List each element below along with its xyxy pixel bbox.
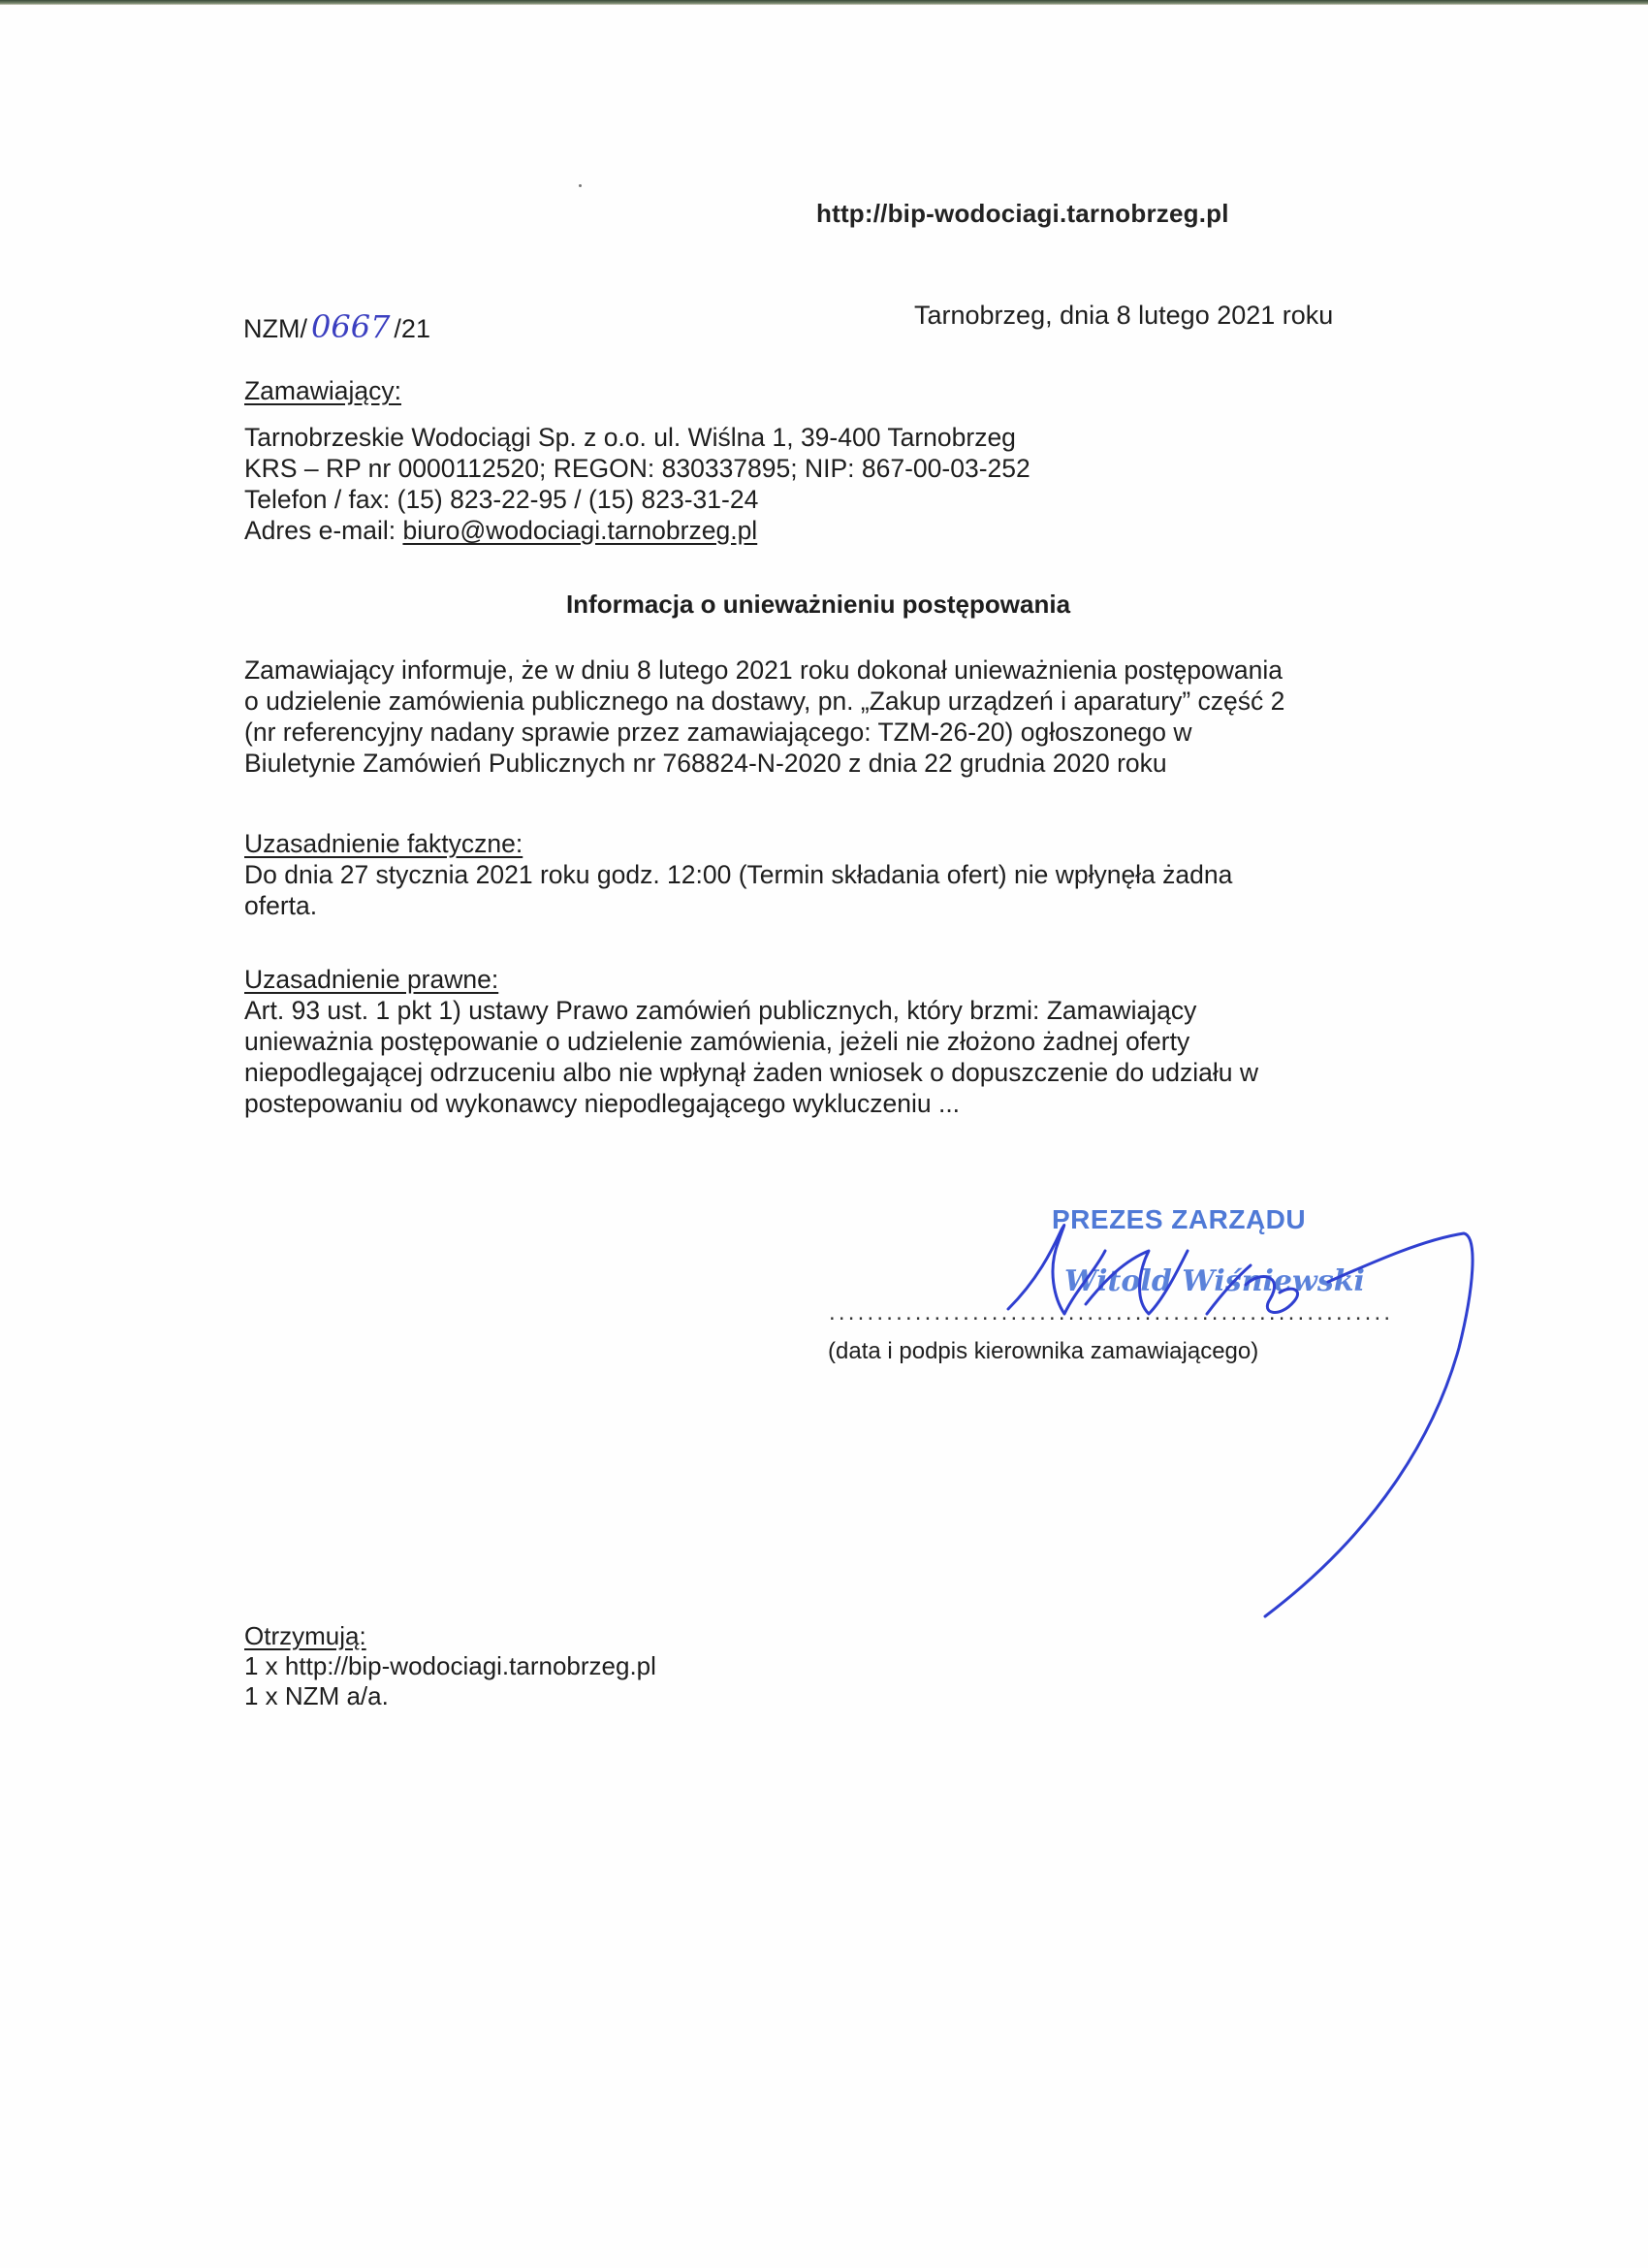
intro-line: o udzielenie zamówienia publicznego na dostawy, pn. „Zakup urządzeń i aparatury” część 2 [244, 687, 1285, 716]
buyer-details [244, 422, 1030, 546]
intro-line: Biuletynie Zamówień Publicznych nr 768824-N-2020 z dnia 22 grudnia 2020 roku [244, 749, 1167, 778]
email-link[interactable]: biuro@wodociagi.tarnobrzeg.pl [402, 516, 758, 545]
scan-top-edge [0, 0, 1648, 5]
buyer-line: KRS – RP nr 0000112520; REGON: 830337895; NIP: 867-00-03-252 [244, 454, 1030, 483]
place-date: Tarnobrzeg, dnia 8 lutego 2021 roku [914, 301, 1334, 330]
recipient-line: 1 x NZM a/a. [244, 1681, 389, 1710]
factual-label: Uzasadnienie faktyczne: [244, 829, 523, 858]
buyer-label: Zamawiający: [244, 376, 401, 405]
signature-caption: (data i podpis kierownika zamawiającego) [828, 1338, 1259, 1364]
recipients-label: Otrzymują: [244, 1621, 366, 1650]
legal-line: niepodlegającej odrzuceniu albo nie wpłynął żaden wniosek o dopuszczenie do udziału w [244, 1058, 1258, 1087]
legal-line: postepowaniu od wykonawcy niepodlegającego wykluczeniu ... [244, 1089, 961, 1118]
legal-line: unieważnia postępowanie o udzielenie zamówienia, jeżeli nie złożono żadnej oferty [244, 1027, 1190, 1056]
stamp-name: Witold Wiśniewski [1064, 1264, 1365, 1298]
email-label: Adres e-mail: [244, 516, 403, 545]
header-url: http://bip-wodociagi.tarnobrzeg.pl [816, 199, 1229, 228]
scan-speck [579, 184, 582, 187]
legal-line: Art. 93 ust. 1 pkt 1) ustawy Prawo zamówień publicznych, który brzmi: Zamawiający [244, 996, 1197, 1025]
factual-paragraph [244, 859, 1232, 921]
intro-line: Zamawiający informuje, że w dniu 8 lutego 2021 roku dokonał unieważnienia postępowania [244, 655, 1283, 685]
stamp-title: PREZES ZARZĄDU [1052, 1204, 1307, 1234]
signature-dotted-line: ........................................................... [829, 1299, 1394, 1326]
reference-prefix: NZM/ [243, 314, 307, 343]
document-title-text: Informacja o unieważnieniu postępowania [565, 590, 1071, 619]
factual-line: oferta. [244, 891, 318, 920]
recipients-section [244, 1621, 656, 1711]
legal-label: Uzasadnienie prawne: [244, 965, 499, 994]
intro-paragraph [244, 655, 1284, 779]
buyer-line: Tarnobrzeskie Wodociągi Sp. z o.o. ul. Wiślna 1, 39-400 Tarnobrzeg [244, 423, 1016, 452]
reference-number [243, 308, 430, 345]
factual-line: Do dnia 27 stycznia 2021 roku godz. 12:00 (Termin składania ofert) nie wpłynęła żadna [244, 860, 1233, 889]
reference-handwritten-number: 0667 [310, 308, 391, 345]
buyer-line: Telefon / fax: (15) 823-22-95 / (15) 823-31-24 [244, 485, 759, 514]
buyer-email-line [244, 515, 1030, 546]
legal-paragraph [244, 995, 1258, 1119]
reference-suffix: /21 [394, 314, 430, 343]
intro-line: (nr referencyjny nadany sprawie przez zamawiającego: TZM-26-20) ogłoszonego w [244, 718, 1192, 747]
document-title [0, 590, 1648, 620]
recipient-line: 1 x http://bip-wodociagi.tarnobrzeg.pl [244, 1651, 656, 1680]
